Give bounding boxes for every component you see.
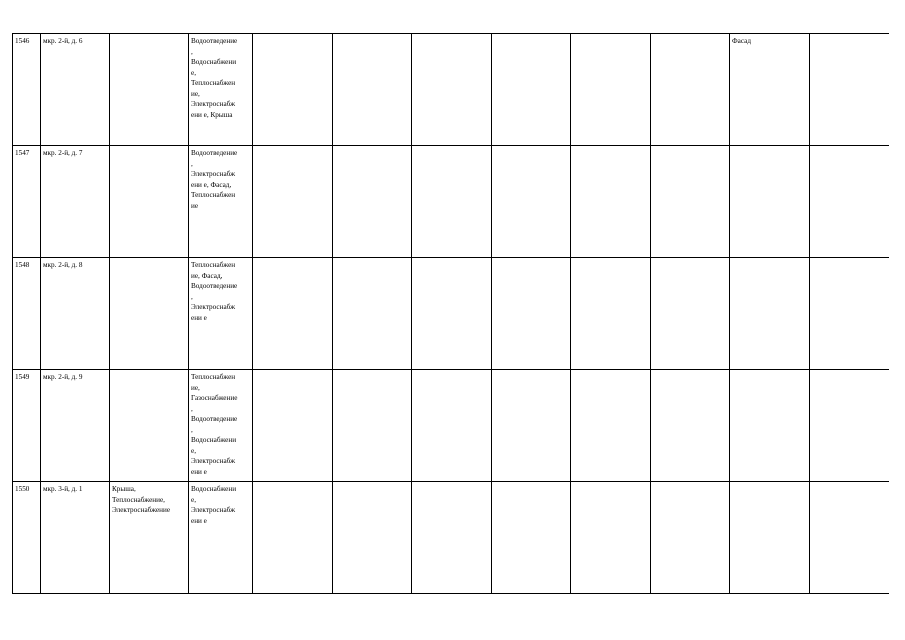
empty-cell-5 xyxy=(253,482,333,594)
empty-cell-7 xyxy=(412,482,492,594)
empty-cell-6 xyxy=(333,34,412,146)
works-cell: Теплоснабжен ие, Газоснабжение , Водоотведение , Водоснабжени е, Электроснабж ени е xyxy=(189,370,253,482)
address-cell: мкр. 2-й, д. 8 xyxy=(41,258,110,370)
facade-cell xyxy=(730,482,810,594)
empty-cell-8 xyxy=(492,482,571,594)
row-number-cell: 1549 xyxy=(13,370,41,482)
address-cell: мкр. 2-й, д. 6 xyxy=(41,34,110,146)
empty-cell-8 xyxy=(492,34,571,146)
planned-works-cell xyxy=(110,370,189,482)
empty-cell-5 xyxy=(253,146,333,258)
row-number-cell: 1546 xyxy=(13,34,41,146)
empty-cell-12 xyxy=(810,146,889,258)
empty-cell-9 xyxy=(571,370,651,482)
address-cell: мкр. 3-й, д. 1 xyxy=(41,482,110,594)
empty-cell-10 xyxy=(651,34,730,146)
facade-cell xyxy=(730,146,810,258)
empty-cell-6 xyxy=(333,482,412,594)
empty-cell-7 xyxy=(412,34,492,146)
planned-works-cell xyxy=(110,258,189,370)
empty-cell-9 xyxy=(571,258,651,370)
empty-cell-12 xyxy=(810,482,889,594)
empty-cell-12 xyxy=(810,258,889,370)
empty-cell-7 xyxy=(412,370,492,482)
empty-cell-9 xyxy=(571,146,651,258)
planned-works-cell xyxy=(110,146,189,258)
table-row xyxy=(13,370,889,482)
empty-cell-10 xyxy=(651,258,730,370)
works-cell: Водоснабжени е, Электроснабж ени е xyxy=(189,482,253,594)
facade-cell xyxy=(730,370,810,482)
address-cell: мкр. 2-й, д. 7 xyxy=(41,146,110,258)
empty-cell-8 xyxy=(492,146,571,258)
empty-cell-6 xyxy=(333,370,412,482)
works-cell: Теплоснабжен ие, Фасад, Водоотведение , Электроснабж ени е xyxy=(189,258,253,370)
empty-cell-6 xyxy=(333,258,412,370)
table-row xyxy=(13,146,889,258)
planned-works-cell xyxy=(110,34,189,146)
empty-cell-6 xyxy=(333,146,412,258)
row-number-cell: 1547 xyxy=(13,146,41,258)
table-body xyxy=(13,34,889,594)
row-number-cell: 1548 xyxy=(13,258,41,370)
empty-cell-10 xyxy=(651,370,730,482)
table-row xyxy=(13,34,889,146)
empty-cell-7 xyxy=(412,146,492,258)
facade-cell xyxy=(730,258,810,370)
empty-cell-7 xyxy=(412,258,492,370)
empty-cell-8 xyxy=(492,258,571,370)
empty-cell-9 xyxy=(571,34,651,146)
empty-cell-12 xyxy=(810,370,889,482)
works-cell: Водоотведение , Электроснабж ени е, Фасад, Теплоснабжен ие xyxy=(189,146,253,258)
planned-works-cell: Крыша, Теплоснабжение, Электроснабжение xyxy=(110,482,189,594)
empty-cell-9 xyxy=(571,482,651,594)
empty-cell-5 xyxy=(253,34,333,146)
facade-cell: Фасад xyxy=(730,34,810,146)
row-number-cell: 1550 xyxy=(13,482,41,594)
empty-cell-10 xyxy=(651,482,730,594)
empty-cell-5 xyxy=(253,258,333,370)
table-row xyxy=(13,258,889,370)
table-row xyxy=(13,482,889,594)
address-cell: мкр. 2-й, д. 9 xyxy=(41,370,110,482)
empty-cell-12 xyxy=(810,34,889,146)
empty-cell-10 xyxy=(651,146,730,258)
empty-cell-8 xyxy=(492,370,571,482)
empty-cell-5 xyxy=(253,370,333,482)
works-cell: Водоотведение , Водоснабжени е, Теплоснабжен ие, Электроснабж ени е, Крыша xyxy=(189,34,253,146)
building-works-table xyxy=(12,33,889,594)
